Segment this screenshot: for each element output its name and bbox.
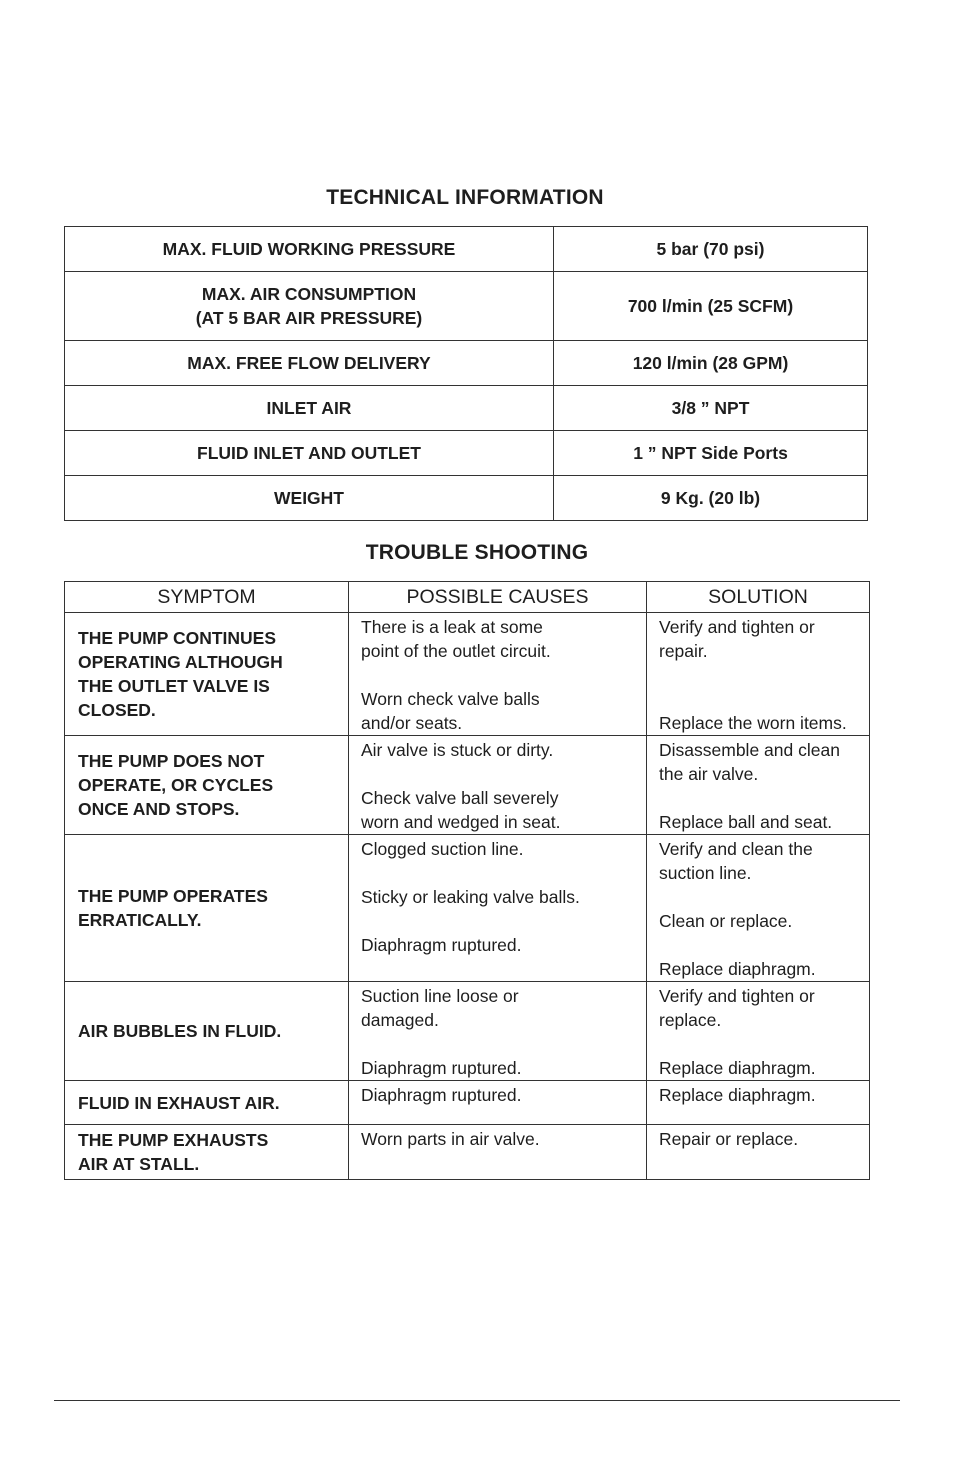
cell-line: Diaphragm ruptured. [361, 1058, 522, 1078]
solution-cell [647, 1125, 870, 1180]
spec-property: MAX. FLUID WORKING PRESSURE [65, 227, 554, 272]
cell-line: Verify and clean the [659, 839, 813, 859]
cell-line: Replace diaphragm. [659, 959, 816, 979]
table-row [65, 1125, 870, 1180]
cell-line: Verify and tighten or [659, 617, 815, 637]
cell-line [361, 1032, 642, 1056]
cell-line [659, 933, 865, 957]
cell-line: Disassemble and clean [659, 740, 840, 760]
solution-cell [647, 1081, 870, 1125]
technical-information-table [64, 226, 868, 521]
spec-property-line: MAX. AIR CONSUMPTION [201, 284, 417, 304]
trouble-shooting-title: TROUBLE SHOOTING [365, 541, 589, 564]
table-row [65, 736, 870, 835]
cell-line: damaged. [361, 1010, 439, 1030]
cell-line: THE PUMP EXHAUSTS [78, 1130, 269, 1150]
cell-line: OPERATE, OR CYCLES [78, 775, 274, 795]
table-row [65, 431, 868, 476]
cell-line: Worn check valve balls [361, 689, 540, 709]
cell-line: ERRATICALLY. [78, 910, 202, 930]
spec-value: 9 Kg. (20 lb) [554, 476, 868, 521]
cell-line: Clean or replace. [659, 911, 793, 931]
cell-line: and/or seats. [361, 713, 463, 733]
cell-line: Air valve is stuck or dirty. [361, 740, 554, 760]
table-row [65, 386, 868, 431]
cell-line: AIR BUBBLES IN FLUID. [78, 1021, 282, 1041]
symptom-cell [65, 613, 349, 736]
cell-line: THE PUMP CONTINUES [78, 628, 277, 648]
symptom-header: SYMPTOM [65, 582, 349, 613]
cell-line: Repair or replace. [659, 1129, 799, 1149]
spec-property-line: (AT 5 BAR AIR PRESSURE) [195, 308, 423, 328]
cell-line [659, 663, 865, 687]
possible-causes-cell [349, 1125, 647, 1180]
cell-line: replace. [659, 1010, 722, 1030]
footer-rule [54, 1400, 900, 1401]
solution-header: SOLUTION [647, 582, 870, 613]
symptom-cell [65, 1125, 349, 1180]
spec-value: 700 l/min (25 SCFM) [554, 272, 868, 341]
cell-line [361, 861, 642, 885]
table-row [65, 227, 868, 272]
spec-value: 3/8 ” NPT [554, 386, 868, 431]
trouble-shooting-body [65, 613, 870, 1180]
symptom-cell [65, 1081, 349, 1125]
cell-line: Replace ball and seat. [659, 812, 833, 832]
table-row [65, 982, 870, 1081]
solution-cell [647, 736, 870, 835]
cell-line: Diaphragm ruptured. [361, 1085, 522, 1105]
table-row [65, 341, 868, 386]
trouble-shooting-table [64, 581, 870, 1180]
possible-causes-header: POSSIBLE CAUSES [349, 582, 647, 613]
cell-line: There is a leak at some [361, 617, 543, 637]
possible-causes-cell [349, 736, 647, 835]
cell-line [361, 762, 642, 786]
cell-line: AIR AT STALL. [78, 1154, 200, 1174]
cell-line: Sticky or leaking valve balls. [361, 887, 580, 907]
cell-line: FLUID IN EXHAUST AIR. [78, 1092, 280, 1113]
cell-line: Replace the worn items. [659, 713, 847, 733]
cell-line: repair. [659, 641, 708, 661]
cell-line: THE PUMP OPERATES [78, 886, 268, 906]
cell-line: point of the outlet circuit. [361, 641, 551, 661]
spec-property [65, 272, 554, 341]
cell-line: ONCE AND STOPS. [78, 799, 240, 819]
cell-line: worn and wedged in seat. [361, 812, 561, 832]
cell-line: Replace diaphragm. [659, 1085, 816, 1105]
spec-value: 5 bar (70 psi) [554, 227, 868, 272]
symptom-cell [65, 736, 349, 835]
cell-line: OPERATING ALTHOUGH [78, 652, 283, 672]
table-header-row [65, 582, 870, 613]
table-row [65, 272, 868, 341]
solution-cell [647, 982, 870, 1081]
cell-line [361, 663, 642, 687]
cell-line: Diaphragm ruptured. [361, 935, 522, 955]
cell-line [659, 786, 865, 810]
possible-causes-cell [349, 982, 647, 1081]
solution-cell [647, 613, 870, 736]
cell-line [659, 687, 865, 711]
spec-property: MAX. FREE FLOW DELIVERY [65, 341, 554, 386]
spec-property: INLET AIR [65, 386, 554, 431]
possible-causes-cell [349, 835, 647, 982]
spec-property: WEIGHT [65, 476, 554, 521]
spec-value: 120 l/min (28 GPM) [554, 341, 868, 386]
table-row [65, 613, 870, 736]
cell-line: the air valve. [659, 764, 759, 784]
technical-information-title: TECHNICAL INFORMATION [326, 186, 604, 209]
possible-causes-cell [349, 1081, 647, 1125]
symptom-cell [65, 982, 349, 1081]
cell-line: CLOSED. [78, 700, 156, 720]
cell-line: THE OUTLET VALVE IS [78, 676, 270, 696]
cell-line: Check valve ball severely [361, 788, 559, 808]
cell-line [659, 885, 865, 909]
cell-line: Suction line loose or [361, 986, 519, 1006]
spec-property: FLUID INLET AND OUTLET [65, 431, 554, 476]
possible-causes-cell [349, 613, 647, 736]
symptom-cell [65, 835, 349, 982]
cell-line [659, 1032, 865, 1056]
cell-line: Clogged suction line. [361, 839, 524, 859]
cell-line: THE PUMP DOES NOT [78, 751, 265, 771]
cell-line: Worn parts in air valve. [361, 1129, 540, 1149]
cell-line: Replace diaphragm. [659, 1058, 816, 1078]
solution-cell [647, 835, 870, 982]
cell-line: Verify and tighten or [659, 986, 815, 1006]
table-row [65, 476, 868, 521]
cell-line: suction line. [659, 863, 752, 883]
spec-value: 1 ” NPT Side Ports [554, 431, 868, 476]
table-row [65, 835, 870, 982]
table-row [65, 1081, 870, 1125]
cell-line [361, 909, 642, 933]
